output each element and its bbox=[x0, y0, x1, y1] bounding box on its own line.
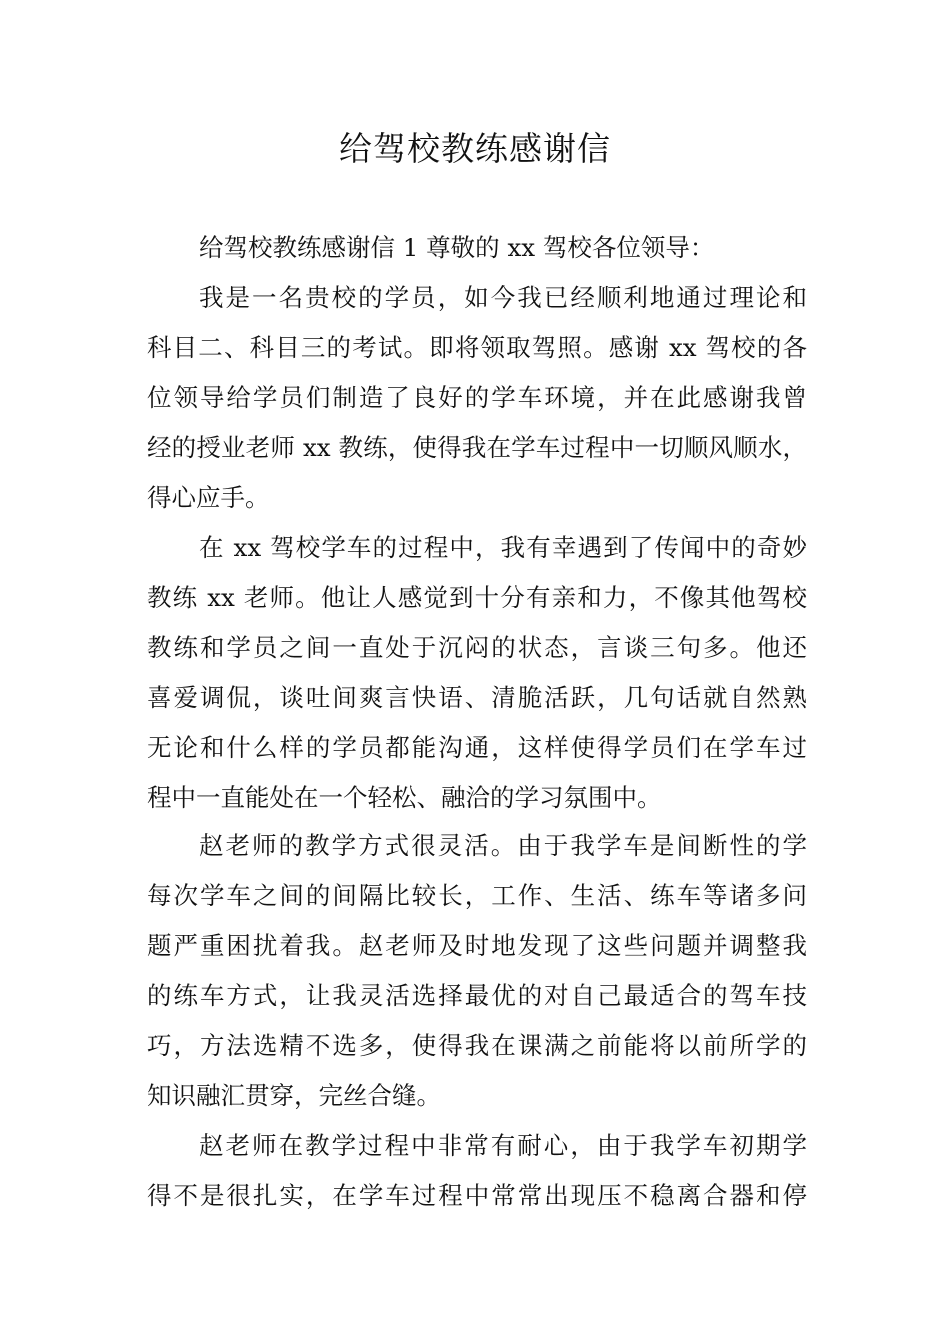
text-line: 的练车方式，让我灵活选择最优的对自己最适合的驾车技 bbox=[147, 981, 807, 1010]
text-line: 程中一直能处在一个轻松、融洽的学习氛围中。 bbox=[147, 783, 662, 812]
text-line: 无论和什么样的学员都能沟通，这样使得学员们在学车过 bbox=[147, 733, 807, 762]
text-line: 赵老师的教学方式很灵活。由于我学车是间断性的学 bbox=[199, 831, 807, 860]
document-title: 给驾校教练感谢信 bbox=[339, 129, 611, 168]
text-line: 科目二、科目三的考试。即将领取驾照。感谢 xx 驾校的各 bbox=[147, 333, 807, 362]
text-line: 知识融汇贯穿，完丝合缝。 bbox=[147, 1081, 441, 1110]
text-line: 教练 xx 老师。他让人感觉到十分有亲和力，不像其他驾校 bbox=[147, 583, 807, 612]
text-line: 喜爱调侃，谈吐间爽言快语、清脆活跃，几句话就自然熟 bbox=[147, 683, 807, 712]
text-line: 得不是很扎实，在学车过程中常常出现压不稳离合器和停 bbox=[147, 1181, 807, 1210]
text-line: 得心应手。 bbox=[147, 483, 270, 512]
text-line: 赵老师在教学过程中非常有耐心，由于我学车初期学 bbox=[199, 1131, 807, 1160]
text-line: 给驾校教练感谢信 1 尊敬的 xx 驾校各位领导： bbox=[199, 233, 715, 262]
text-line: 巧，方法选精不选多，使得我在课满之前能将以前所学的 bbox=[147, 1031, 807, 1060]
text-line: 每次学车之间的间隔比较长，工作、生活、练车等诸多问 bbox=[147, 881, 807, 910]
text-line: 题严重困扰着我。赵老师及时地发现了这些问题并调整我 bbox=[147, 931, 807, 960]
text-line: 位领导给学员们制造了良好的学车环境，并在此感谢我曾 bbox=[147, 383, 807, 412]
text-line: 我是一名贵校的学员，如今我已经顺利地通过理论和 bbox=[199, 283, 807, 312]
text-line: 在 xx 驾校学车的过程中，我有幸遇到了传闻中的奇妙 bbox=[199, 533, 807, 562]
text-line: 经的授业老师 xx 教练，使得我在学车过程中一切顺风顺水， bbox=[147, 433, 807, 462]
text-line: 教练和学员之间一直处于沉闷的状态，言谈三句多。他还 bbox=[147, 633, 807, 662]
